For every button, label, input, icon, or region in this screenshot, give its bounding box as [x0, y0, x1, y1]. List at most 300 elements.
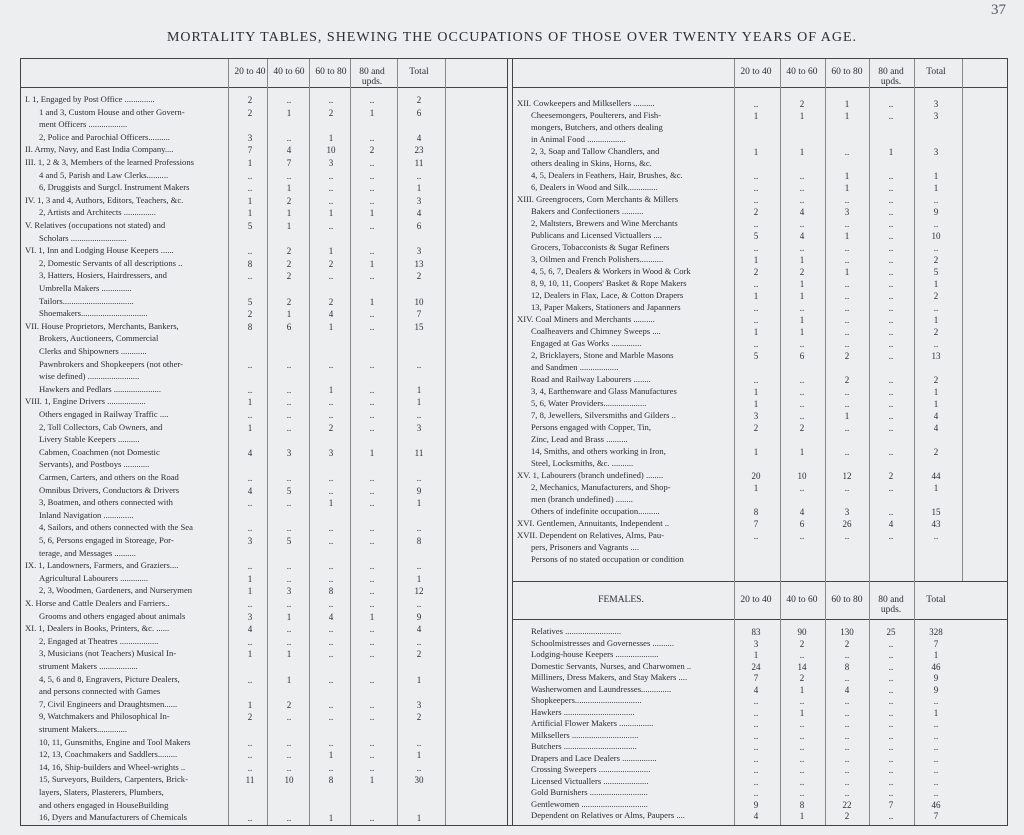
right-row-value: 1 [799, 291, 805, 301]
left-row-value: .. [369, 523, 375, 534]
left-row-value: 1 [286, 611, 292, 622]
female-col-rule [825, 581, 826, 825]
right-row-value: 4 [888, 519, 894, 529]
left-row-value: .. [286, 397, 292, 408]
right-col-rule [962, 59, 963, 581]
female-row-value: 7 [753, 673, 759, 683]
left-row-value: .. [328, 485, 334, 496]
right-row-label: in Animal Food .................. [531, 135, 626, 144]
left-row-value: .. [247, 737, 253, 748]
left-row-value: 1 [328, 132, 334, 143]
right-row-value: .. [888, 411, 894, 421]
right-row-value: .. [844, 339, 850, 349]
right-row-value: .. [888, 327, 894, 337]
right-row-value: 1 [933, 279, 939, 289]
left-row-label: VI. 1, Inn and Lodging House Keepers ...... [25, 246, 174, 256]
right-row-value: .. [888, 447, 894, 457]
right-row-value: .. [753, 279, 759, 289]
left-row-value: .. [247, 674, 253, 685]
left-row-value: 1 [286, 221, 292, 231]
female-row-value: .. [799, 650, 805, 660]
left-row-value: 5 [247, 221, 253, 231]
female-row-value: .. [753, 707, 759, 718]
left-col-header: 40 to 60 [273, 67, 305, 77]
right-row-value: 1 [844, 267, 850, 277]
right-row-value: 2 [933, 327, 939, 337]
right-row-value: 1 [933, 399, 939, 409]
right-row-label: 13, Paper Makers, Stationers and Japanners [531, 303, 681, 312]
female-row-value: .. [933, 788, 939, 798]
left-row-value: .. [416, 561, 422, 572]
right-row-label: 4, 5, Dealers in Feathers, Hair, Brushes, &c. [531, 171, 683, 180]
right-row-value: 2 [844, 351, 850, 361]
right-row-value: 2 [753, 267, 759, 277]
right-row-value: .. [933, 303, 939, 313]
female-row-value: .. [888, 719, 894, 729]
right-row-value: 2 [933, 291, 939, 301]
left-row-value: .. [286, 573, 292, 584]
right-row-value: .. [844, 423, 850, 433]
left-row-label: Livery Stable Keepers .......... [39, 435, 140, 445]
left-row-value: 2 [416, 712, 422, 723]
left-row-value: 4 [247, 485, 253, 496]
left-row-value: .. [369, 536, 375, 546]
female-row-value: 7 [888, 799, 894, 810]
right-row-value: 43 [931, 519, 941, 529]
left-row-value: .. [328, 636, 334, 647]
right-row-value: .. [888, 291, 894, 301]
right-row-value: .. [753, 339, 759, 349]
left-row-value: 11 [245, 775, 255, 786]
female-row-value: 1 [799, 684, 805, 695]
left-row-value: .. [328, 410, 334, 420]
left-row-label: ment Officers .................. [39, 120, 128, 130]
left-row-value: .. [369, 485, 375, 496]
right-row-value: .. [888, 507, 894, 517]
left-row-value: .. [247, 523, 253, 534]
left-row-value: .. [369, 95, 375, 105]
right-row-value: .. [799, 303, 805, 313]
female-row-value: .. [888, 788, 894, 798]
right-row-label: pers, Prisoners and Vagrants .... [531, 543, 639, 552]
female-row-value: .. [799, 742, 805, 752]
right-row-value: 3 [844, 207, 850, 217]
left-row-value: 1 [286, 208, 292, 219]
left-col-rule [397, 59, 398, 825]
page-title: MORTALITY TABLES, SHEWING THE OCCUPATIONS OF THOSE OVER TWENTY YEARS OF AGE. [166, 30, 858, 45]
female-row-value: 9 [933, 673, 939, 683]
right-row-value: 7 [753, 519, 759, 529]
right-row-value: 2 [753, 423, 759, 433]
female-row-value: 3 [753, 638, 759, 649]
female-col-rule [869, 581, 870, 825]
right-row-label: 2, Bricklayers, Stone and Marble Masons [531, 351, 674, 360]
right-row-value: .. [753, 303, 759, 313]
female-row-value: 22 [842, 799, 852, 810]
right-row-label: Bakers and Confectioners .......... [531, 207, 644, 216]
female-row-value: 1 [933, 707, 939, 718]
female-row-value: .. [844, 673, 850, 683]
right-row-value: .. [888, 375, 894, 385]
right-row-value: 1 [888, 147, 894, 157]
right-row-value: .. [799, 483, 805, 493]
left-row-value: 10 [284, 775, 294, 786]
left-row-label: 3, Boatmen, and others connected with [39, 498, 173, 508]
female-row-value: 83 [751, 627, 761, 637]
right-row-label: Road and Railway Labourers ........ [531, 375, 651, 384]
female-row-value: 1 [753, 650, 759, 660]
left-row-label: 9, Watchmakers and Philosophical In- [39, 712, 170, 722]
right-col-rule [869, 59, 870, 581]
right-row-value: .. [888, 255, 894, 265]
right-col-header: 20 to 40 [740, 67, 772, 77]
left-row-value: .. [286, 132, 292, 143]
right-row-value: .. [844, 327, 850, 337]
female-row-value: 2 [799, 673, 805, 683]
right-row-value: 1 [844, 231, 850, 241]
left-row-label: Clerks and Shipowners ............ [39, 347, 147, 356]
left-row-label: and others engaged in HouseBuilding [39, 800, 169, 810]
female-row-value: 7 [933, 811, 939, 821]
right-row-value: 2 [799, 99, 805, 109]
female-row-value: .. [799, 696, 805, 706]
left-row-value: .. [369, 384, 375, 395]
female-row-label: Artificial Flower Makers ................ [531, 719, 654, 728]
left-row-value: 1 [328, 498, 334, 509]
left-row-value: .. [369, 561, 375, 572]
right-row-label: Coalheavers and Chimney Sweeps .... [531, 327, 661, 336]
right-row-value: .. [888, 219, 894, 229]
left-row-value: 4 [286, 145, 292, 156]
center-divider-2 [512, 59, 513, 825]
right-row-label: Engaged at Gas Works .............. [531, 339, 642, 348]
right-row-value: .. [844, 303, 850, 313]
female-row-value: .. [844, 765, 850, 775]
right-row-value: .. [799, 375, 805, 385]
left-row-value: 3 [247, 132, 253, 143]
female-row-value: .. [888, 684, 894, 695]
right-row-label: XVI. Gentlemen, Annuitants, Independent .. [517, 519, 670, 528]
right-row-value: 2 [799, 267, 805, 277]
left-row-value: 1 [247, 422, 253, 433]
female-row-label: Washerwomen and Laundresses.............. [531, 684, 672, 694]
female-row-value: .. [753, 719, 759, 729]
right-row-value: .. [933, 531, 939, 541]
left-row-value: .. [416, 359, 422, 370]
left-row-value: 2 [247, 95, 253, 105]
right-row-label: 12, Dealers in Flax, Lace, & Cotton Drapers [531, 291, 684, 300]
female-row-label: Crossing Sweepers ........................ [531, 765, 651, 774]
left-row-value: 8 [247, 258, 253, 269]
left-row-label: 1 and 3, Custom House and other Govern- [39, 107, 185, 117]
left-row-value: 1 [369, 447, 375, 458]
female-row-value: 1 [799, 811, 805, 821]
left-row-value: 1 [286, 107, 292, 118]
left-row-value: 1 [247, 397, 253, 408]
right-row-label: Cheesemongers, Poulterers, and Fish- [531, 111, 662, 120]
right-row-value: 2 [799, 423, 805, 433]
right-row-value: .. [799, 219, 805, 229]
right-row-value: .. [888, 423, 894, 433]
right-row-value: 10 [931, 231, 941, 241]
left-row-value: 1 [416, 750, 422, 761]
left-row-value: .. [328, 762, 334, 773]
left-row-value: .. [286, 813, 292, 824]
left-row-value: 8 [328, 586, 334, 597]
right-row-label: 2, 3, Soap and Tallow Chandlers, and [531, 147, 660, 156]
right-row-value: 15 [931, 507, 941, 517]
left-row-value: 23 [414, 145, 424, 156]
female-col-header: 60 to 80 [831, 595, 863, 605]
left-row-label: IV. 1, 3 and 4, Authors, Editors, Teachers, &c. [25, 195, 184, 205]
left-row-label: 2, Police and Parochial Officers.......... [39, 132, 170, 142]
female-row-value: .. [933, 753, 939, 764]
right-row-value: .. [844, 243, 850, 253]
female-row-value: .. [844, 707, 850, 718]
female-row-value: 14 [797, 661, 807, 672]
right-row-value: .. [888, 387, 894, 397]
female-row-value: 9 [933, 684, 939, 695]
left-row-value: 9 [416, 485, 422, 496]
female-row-value: .. [888, 661, 894, 672]
left-row-value: 3 [416, 195, 422, 206]
left-row-value: 1 [416, 397, 422, 408]
left-row-label: and persons connected with Games [39, 687, 161, 697]
left-row-value: .. [286, 473, 292, 483]
left-row-value: 5 [286, 485, 292, 496]
left-row-value: .. [369, 397, 375, 408]
left-row-value: .. [286, 762, 292, 773]
right-row-label: XII. Cowkeepers and Milksellers .......... [517, 99, 655, 108]
right-row-value: .. [753, 183, 759, 193]
right-row-value: .. [844, 147, 850, 157]
right-row-value: .. [753, 195, 759, 205]
right-row-value: .. [799, 183, 805, 193]
left-row-label: V. Relatives (occupations not stated) and [25, 221, 166, 230]
left-row-label: Omnibus Drivers, Conductors & Drivers [39, 485, 180, 495]
left-row-value: .. [247, 813, 253, 824]
right-row-value: 1 [753, 291, 759, 301]
left-row-value: .. [247, 750, 253, 761]
right-row-value: .. [844, 483, 850, 493]
female-row-label: Lodging-house Keepers .................... [531, 650, 659, 659]
female-row-label: Shopkeepers............................... [531, 696, 642, 705]
left-row-value: .. [328, 221, 334, 231]
female-col-rule [780, 581, 781, 825]
left-row-value: 2 [328, 258, 334, 269]
left-row-label: Agricultural Labourers ............. [39, 573, 149, 583]
female-row-value: .. [844, 696, 850, 706]
left-col-header: 80 and upds. [359, 67, 385, 87]
right-row-value: 1 [844, 111, 850, 121]
left-row-value: 7 [286, 158, 292, 168]
right-row-value: 26 [842, 519, 852, 529]
right-row-value: .. [888, 399, 894, 409]
female-row-value: .. [753, 765, 759, 775]
female-row-label: Milksellers ............................... [531, 730, 639, 740]
right-row-label: and Sandmen .................. [531, 363, 619, 372]
left-row-label: Shoemakers............................... [39, 309, 148, 319]
left-row-value: 2 [286, 271, 292, 282]
left-row-label: Umbrella Makers .............. [39, 284, 132, 293]
left-row-value: .. [286, 712, 292, 723]
left-row-value: 1 [416, 183, 422, 194]
left-row-value: 2 [247, 309, 253, 320]
female-row-value: .. [888, 730, 894, 741]
female-row-value: .. [933, 765, 939, 775]
left-row-value: 10 [414, 296, 424, 307]
left-row-value: 6 [286, 321, 292, 332]
left-row-value: 1 [369, 107, 375, 118]
left-row-value: .. [286, 359, 292, 370]
left-row-label: Cabmen, Coachmen (not Domestic [39, 447, 160, 457]
left-row-label: 12, 13, Coachmakers and Saddlers......... [39, 750, 178, 760]
left-row-value: 1 [247, 195, 253, 206]
left-row-value: .. [369, 737, 375, 748]
female-row-value: .. [933, 696, 939, 706]
female-row-value: .. [888, 765, 894, 775]
left-row-value: .. [369, 246, 375, 257]
female-col-header: 80 and upds. [878, 595, 904, 615]
female-row-value: .. [844, 753, 850, 764]
right-row-value: .. [888, 183, 894, 193]
left-col-rule [445, 59, 446, 825]
female-row-value: 4 [753, 811, 759, 821]
right-row-value: .. [799, 399, 805, 409]
right-row-value: 3 [933, 111, 939, 121]
female-row-value: .. [844, 742, 850, 752]
left-row-value: .. [369, 410, 375, 420]
left-row-value: .. [328, 561, 334, 572]
left-row-value: .. [328, 573, 334, 584]
right-row-value: 12 [842, 471, 852, 481]
female-row-value: .. [753, 696, 759, 706]
left-col-rule [309, 59, 310, 825]
left-row-value: .. [247, 246, 253, 257]
left-row-value: .. [416, 762, 422, 773]
female-row-value: .. [799, 753, 805, 764]
right-row-value: 1 [753, 255, 759, 265]
female-col-rule [914, 581, 915, 825]
female-row-value: 2 [844, 638, 850, 649]
left-row-value: .. [369, 473, 375, 483]
left-row-value: 1 [247, 208, 253, 219]
left-row-value: .. [328, 473, 334, 483]
female-row-value: 2 [844, 811, 850, 821]
left-row-value: 11 [414, 447, 424, 458]
left-row-value: 7 [416, 309, 422, 320]
right-col-header: Total [926, 67, 946, 77]
right-row-value: .. [888, 267, 894, 277]
right-row-value: .. [888, 111, 894, 121]
left-row-value: .. [286, 498, 292, 509]
left-row-label: 2, Artists and Architects ............... [39, 208, 156, 218]
female-row-value: 130 [840, 627, 854, 637]
left-row-label: 4, Sailors, and others connected with the Sea [39, 523, 193, 533]
right-row-label: Persons of no stated occupation or condition [531, 555, 684, 564]
left-row-value: 1 [416, 674, 422, 685]
female-row-value: .. [753, 730, 759, 741]
left-row-value: 3 [286, 447, 292, 458]
left-row-value: .. [247, 410, 253, 420]
right-row-value: .. [933, 219, 939, 229]
left-row-value: 4 [328, 611, 334, 622]
right-row-label: others dealing in Skins, Horns, &c. [531, 159, 652, 168]
left-row-value: 1 [247, 699, 253, 710]
left-row-value: .. [247, 498, 253, 509]
left-row-value: .. [416, 410, 422, 420]
left-row-value: 1 [369, 611, 375, 622]
female-row-label: Licensed Victuallers ..................... [531, 776, 649, 786]
left-row-value: .. [328, 712, 334, 723]
left-row-value: 1 [286, 183, 292, 194]
left-col-header: 60 to 80 [315, 67, 347, 77]
left-row-label: terage, and Messages .......... [39, 548, 136, 558]
left-row-value: 3 [328, 158, 334, 168]
right-row-value: .. [888, 231, 894, 241]
left-row-value: .. [369, 813, 375, 824]
left-row-label: 3, Musicians (not Teachers) Musical In- [39, 649, 177, 659]
female-row-label: Drapers and Lace Dealers ................ [531, 753, 657, 763]
left-row-value: 1 [286, 309, 292, 320]
right-row-value: 6 [799, 519, 805, 529]
left-row-value: .. [286, 384, 292, 395]
right-row-value: .. [799, 339, 805, 349]
female-row-value: 25 [886, 627, 896, 637]
left-row-value: .. [369, 750, 375, 761]
female-row-value: 4 [844, 684, 850, 695]
female-row-label: Hawkers ................................. [531, 707, 635, 717]
left-row-value: .. [328, 95, 334, 105]
right-row-value: .. [888, 171, 894, 181]
left-row-value: .. [247, 561, 253, 572]
left-row-label: Carmen, Carters, and others on the Road [39, 473, 179, 482]
left-row-label: Tailors................................. [39, 296, 134, 306]
left-row-value: 5 [247, 296, 253, 307]
left-row-value: 4 [247, 624, 253, 635]
right-row-value: .. [933, 195, 939, 205]
left-row-value: 8 [247, 321, 253, 332]
left-row-value: .. [369, 321, 375, 332]
right-row-value: 1 [933, 183, 939, 193]
left-row-value: 1 [328, 321, 334, 332]
right-row-value: 4 [799, 231, 805, 241]
right-row-value: 1 [844, 99, 850, 109]
left-col-rule [350, 59, 351, 825]
right-row-label: 4, 5, 6, 7, Dealers & Workers in Wood & Cork [531, 267, 691, 276]
female-row-value: .. [844, 719, 850, 729]
left-row-label: 2, Engaged at Theatres .................. [39, 636, 159, 646]
females-top-rule [512, 581, 1007, 582]
female-row-value: .. [933, 719, 939, 729]
left-row-value: .. [328, 183, 334, 194]
right-row-value: 1 [753, 111, 759, 121]
left-row-label: 3, Hatters, Hosiers, Hairdressers, and [39, 271, 167, 281]
right-row-value: 1 [753, 147, 759, 157]
left-row-value: .. [416, 737, 422, 748]
left-row-value: 1 [369, 775, 375, 786]
female-row-value: 8 [799, 799, 805, 810]
left-row-value: .. [247, 762, 253, 773]
left-row-value: 4 [416, 132, 422, 143]
right-row-value: .. [799, 387, 805, 397]
left-row-value: 2 [328, 422, 334, 433]
left-row-value: .. [328, 599, 334, 609]
female-row-value: 9 [753, 799, 759, 810]
left-row-value: .. [369, 170, 375, 181]
right-row-value: .. [844, 255, 850, 265]
right-row-label: 6, Dealers in Wood and Silk.............. [531, 183, 658, 192]
